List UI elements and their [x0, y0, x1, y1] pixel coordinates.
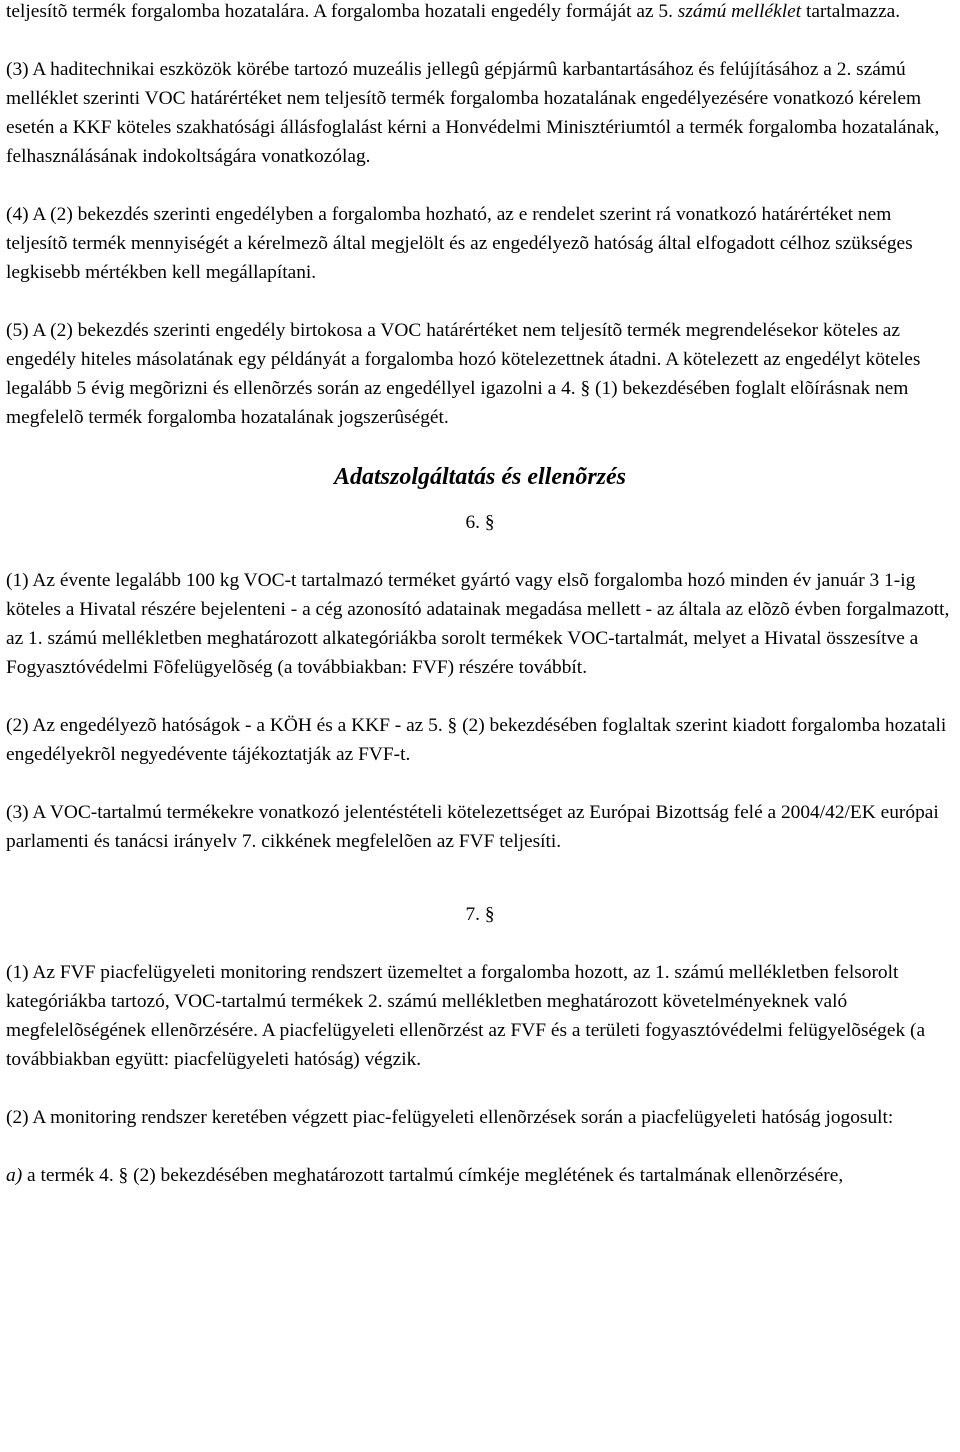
italic-text-run: a): [6, 1165, 23, 1186]
italic-text-run: számú melléklet: [677, 1, 802, 22]
paragraph-7-1: (1) Az FVF piacfelügyeleti monitoring rendszert üzemeltet a forgalomba hozott, az 1. számú mellékletben felsorolt kategóriákba tartozó, VOC-tartalmú termékek 2. számú mellékletben meghatározott követelményeknek való megfelelõségének ellenõrzésére. A piacfelügyeleti ellenõrzést az FVF és a területi fogyasztóvédelmi felügyelõségek (a továbbiakban együtt: piacfelügyeleti hatóság) végzik.: [6, 962, 926, 1070]
paragraph-5-4: (4) A (2) bekezdés szerinti engedélyben a forgalomba hozható, az e rendelet szerint rá vonatkozó határértéket nem teljesítõ termék mennyiségét a kérelmezõ által megjelölt és az engedélyezõ hatóság által elfogadott célhoz szükséges legkisebb mértékben kell megállapítani.: [6, 204, 913, 283]
paragraph-7-2: (2) A monitoring rendszer keretében végzett piac-felügyeleti ellenõrzések során a piacfelügyeleti hatóság jogosult:: [6, 1107, 894, 1128]
text-run: teljesítõ termék forgalomba hozatalára. A forgalomba hozatali engedély formáját az 5.: [6, 1, 678, 22]
paragraph-7-2-a: [6, 1161, 954, 1190]
section-number-6: 6. §: [465, 512, 495, 533]
paragraph-5-5: (5) A (2) bekezdés szerinti engedély birtokosa a VOC határértéket nem teljesítõ termék megrendelésekor köteles az engedély hiteles másolatának egy példányát a forgalomba hozó kötelezettnek átadni. A kötelezett az engedélyt köteles legalább 5 évig megõrizni és ellenõrzés során az engedéllyel igazolni a 4. § (1) bekezdésében foglalt elõírásnak nem megfelelõ termék forgalomba hozatalának jogszerûségét.: [6, 320, 921, 428]
paragraph-6-2: (2) Az engedélyezõ hatóságok - a KÖH és a KKF - az 5. § (2) bekezdésében foglaltak szerint kiadott forgalomba hozatali engedélyekrõl negyedévente tájékoztatják az FVF-t.: [6, 715, 947, 765]
paragraph-6-3: (3) A VOC-tartalmú termékekre vonatkozó jelentéstételi kötelezettséget az Európai Bizottság felé a 2004/42/EK európai parlamenti és tanácsi irányelv 7. cikkének megfelelõen az FVF teljesíti.: [6, 802, 939, 852]
paragraph-5-2-end: [6, 0, 954, 26]
paragraph-6-1: (1) Az évente legalább 100 kg VOC-t tartalmazó terméket gyártó vagy elsõ forgalomba hozó minden év január 3 1-ig köteles a Hivatal részére bejelenteni - a cég azonosító adatainak megadása mellett - az általa az elõzõ évben forgalmazott, az 1. számú mellékletben meghatározott alkategóriákba sorolt termékek VOC-tartalmát, melyet a Hivatal összesítve a Fogyasztóvédelmi Fõfelügyelõség (a továbbiakban: FVF) részére továbbít.: [6, 570, 950, 678]
paragraph-5-3: (3) A haditechnikai eszközök körébe tartozó muzeális jellegû gépjármû karbantartásához és felújításához a 2. számú melléklet szerinti VOC határértéket nem teljesítõ termék forgalomba hozatalának engedélyezésére vonatkozó kérelem esetén a KKF köteles szakhatósági állásfoglalást kérni a Honvédelmi Minisztériumtól a termék forgalomba hozatalának, felhasználásának indokoltságára vonatkozólag.: [6, 59, 940, 167]
section-heading: Adatszolgáltatás és ellenõrzés: [333, 464, 627, 490]
text-run: tartalmazza.: [801, 1, 901, 22]
document-page: [6, 0, 954, 1190]
text-run: a termék 4. § (2) bekezdésében meghatározott tartalmú címkéje meglétének és tartalmának ellenõrzésére,: [22, 1165, 844, 1186]
section-number-7: 7. §: [465, 904, 495, 925]
